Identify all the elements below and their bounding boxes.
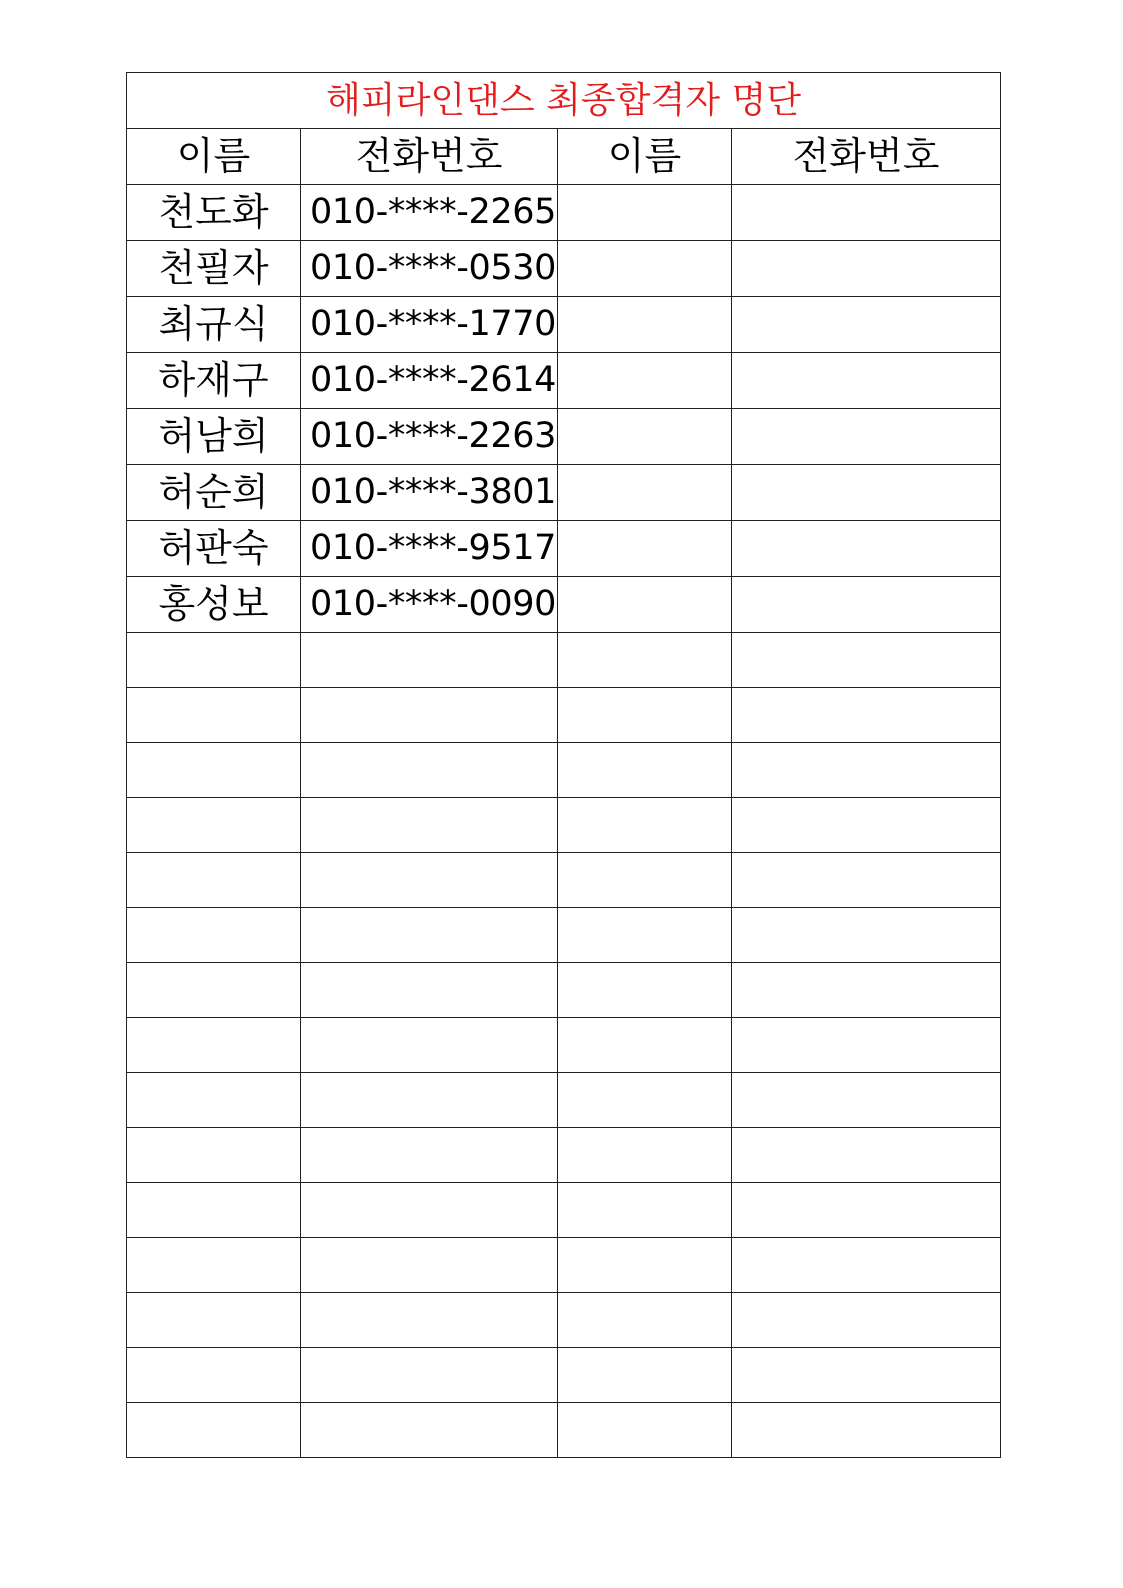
table-row (127, 1348, 1001, 1403)
phone-cell-right (732, 1073, 1001, 1128)
phone-cell-right (732, 963, 1001, 1018)
phone-cell-right (732, 908, 1001, 963)
phone-cell-left (301, 743, 558, 798)
phone-cell-left (301, 853, 558, 908)
table-row (127, 409, 1001, 465)
phone-cell-left (301, 1348, 558, 1403)
phone-cell-right (732, 465, 1001, 521)
phone-cell-left: 010-****-0530 (301, 241, 558, 297)
phone-cell-right (732, 1018, 1001, 1073)
phone-cell-right (732, 1128, 1001, 1183)
name-cell-left (127, 1293, 301, 1348)
table-row (127, 688, 1001, 743)
name-cell-left (127, 743, 301, 798)
header-name-2: 이름 (558, 129, 732, 185)
name-cell-left: 허판숙 (127, 521, 301, 577)
phone-cell-left (301, 633, 558, 688)
name-cell-right (558, 465, 732, 521)
name-cell-right (558, 241, 732, 297)
phone-cell-right (732, 577, 1001, 633)
name-cell-right (558, 633, 732, 688)
phone-cell-left: 010-****-3801 (301, 465, 558, 521)
name-cell-right (558, 409, 732, 465)
name-cell-left (127, 1073, 301, 1128)
roster-table-body (127, 73, 1001, 1458)
phone-cell-left (301, 798, 558, 853)
phone-cell-left: 010-****-0090 (301, 577, 558, 633)
table-row (127, 1183, 1001, 1238)
table-row (127, 963, 1001, 1018)
table-row (127, 241, 1001, 297)
table-row (127, 1293, 1001, 1348)
name-cell-right (558, 743, 732, 798)
name-cell-right (558, 1293, 732, 1348)
name-cell-left (127, 908, 301, 963)
name-cell-left: 하재구 (127, 353, 301, 409)
phone-cell-left (301, 908, 558, 963)
name-cell-right (558, 1128, 732, 1183)
phone-cell-right (732, 241, 1001, 297)
header-phone-2: 전화번호 (732, 129, 1001, 185)
name-cell-right (558, 798, 732, 853)
name-cell-right (558, 297, 732, 353)
name-cell-left: 허순희 (127, 465, 301, 521)
name-cell-left (127, 798, 301, 853)
name-cell-left: 허남희 (127, 409, 301, 465)
name-cell-left (127, 1403, 301, 1458)
phone-cell-left (301, 1293, 558, 1348)
name-cell-left: 천도화 (127, 185, 301, 241)
table-row (127, 908, 1001, 963)
table-row (127, 1128, 1001, 1183)
name-cell-left (127, 1348, 301, 1403)
name-cell-right (558, 577, 732, 633)
phone-cell-right (732, 853, 1001, 908)
phone-cell-left (301, 963, 558, 1018)
table-row (127, 1073, 1001, 1128)
phone-cell-left (301, 1238, 558, 1293)
name-cell-right (558, 1348, 732, 1403)
phone-cell-left: 010-****-9517 (301, 521, 558, 577)
phone-cell-right (732, 1238, 1001, 1293)
phone-cell-right (732, 297, 1001, 353)
table-row (127, 798, 1001, 853)
name-cell-right (558, 1238, 732, 1293)
phone-cell-right (732, 1183, 1001, 1238)
header-phone-1: 전화번호 (301, 129, 558, 185)
table-row (127, 297, 1001, 353)
table-row (127, 853, 1001, 908)
name-cell-left (127, 1238, 301, 1293)
name-cell-right (558, 1073, 732, 1128)
table-row (127, 1018, 1001, 1073)
phone-cell-right (732, 743, 1001, 798)
name-cell-left (127, 963, 301, 1018)
table-row (127, 465, 1001, 521)
name-cell-right (558, 853, 732, 908)
phone-cell-right (732, 1348, 1001, 1403)
table-row (127, 1403, 1001, 1458)
phone-cell-right (732, 521, 1001, 577)
table-row (127, 633, 1001, 688)
name-cell-right (558, 908, 732, 963)
phone-cell-left (301, 1018, 558, 1073)
table-row (127, 521, 1001, 577)
phone-cell-right (732, 798, 1001, 853)
phone-cell-left: 010-****-2614 (301, 353, 558, 409)
name-cell-right (558, 1183, 732, 1238)
name-cell-left: 천필자 (127, 241, 301, 297)
name-cell-left (127, 1128, 301, 1183)
name-cell-left (127, 633, 301, 688)
phone-cell-left (301, 1403, 558, 1458)
name-cell-left (127, 853, 301, 908)
table-row (127, 1238, 1001, 1293)
table-row (127, 743, 1001, 798)
phone-cell-left: 010-****-2265 (301, 185, 558, 241)
header-row (127, 129, 1001, 185)
name-cell-right (558, 1018, 732, 1073)
name-cell-right (558, 1403, 732, 1458)
phone-cell-right (732, 633, 1001, 688)
phone-cell-right (732, 409, 1001, 465)
name-cell-right (558, 963, 732, 1018)
name-cell-left (127, 1183, 301, 1238)
phone-cell-right (732, 1293, 1001, 1348)
title-row (127, 73, 1001, 129)
phone-cell-left (301, 1073, 558, 1128)
phone-cell-left: 010-****-1770 (301, 297, 558, 353)
name-cell-right (558, 185, 732, 241)
table-row (127, 353, 1001, 409)
phone-cell-left (301, 1128, 558, 1183)
name-cell-right (558, 521, 732, 577)
name-cell-left: 최규식 (127, 297, 301, 353)
phone-cell-right (732, 688, 1001, 743)
phone-cell-right (732, 185, 1001, 241)
name-cell-left (127, 1018, 301, 1073)
phone-cell-right (732, 1403, 1001, 1458)
name-cell-right (558, 353, 732, 409)
name-cell-left (127, 688, 301, 743)
document-title: 해피라인댄스 최종합격자 명단 (127, 73, 1001, 129)
phone-cell-left (301, 1183, 558, 1238)
name-cell-right (558, 688, 732, 743)
roster-table (126, 72, 1001, 1458)
phone-cell-left (301, 688, 558, 743)
name-cell-left: 홍성보 (127, 577, 301, 633)
phone-cell-right (732, 353, 1001, 409)
table-row (127, 577, 1001, 633)
table-row (127, 185, 1001, 241)
phone-cell-left: 010-****-2263 (301, 409, 558, 465)
header-name-1: 이름 (127, 129, 301, 185)
